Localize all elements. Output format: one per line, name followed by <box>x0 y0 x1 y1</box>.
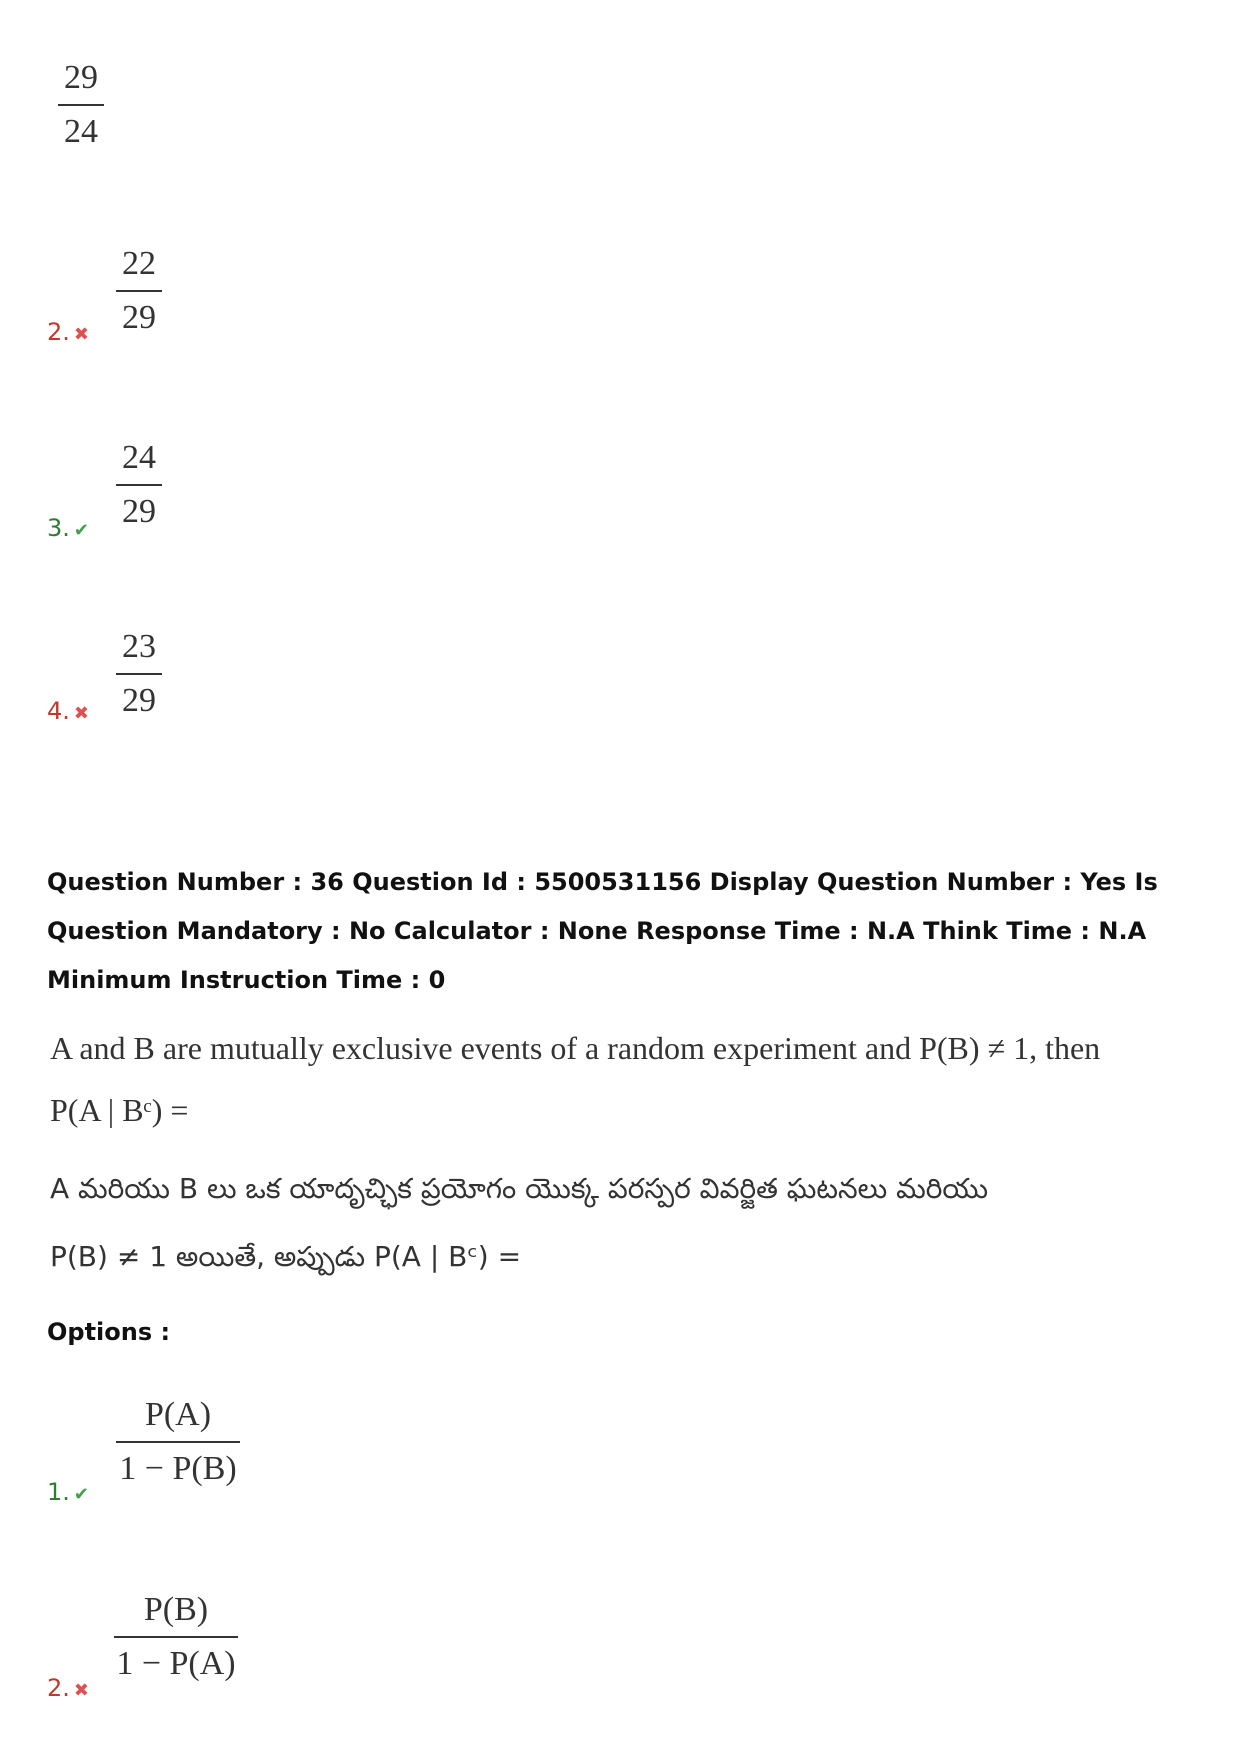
fraction-bar <box>116 1441 240 1443</box>
prev-option-4-fraction <box>116 627 162 721</box>
fraction-numerator: 23 <box>122 628 156 665</box>
question-meta: Question Number : 36 Question Id : 5500531156 Display Question Number : Yes Is Question Mandatory : No Calculator : None Response Time : N.A Think Time : N.A Minimum Instruction Time : 0 <box>47 868 1158 994</box>
fraction-numerator: 24 <box>122 439 156 476</box>
prev-option-2-label <box>47 318 89 346</box>
fraction-denominator: 1 − P(A) <box>116 1645 236 1682</box>
cross-icon: ✖ <box>73 1680 89 1701</box>
fraction-bar <box>116 484 162 486</box>
prev-option-3-fraction <box>116 438 162 532</box>
fraction-denominator: 24 <box>64 113 98 150</box>
prev-option-3-label <box>47 514 89 542</box>
prev-option-4-label <box>47 697 89 725</box>
option-2-label <box>47 1674 89 1702</box>
option-number: 4. <box>47 697 70 725</box>
cross-icon: ✖ <box>73 703 89 724</box>
check-icon: ✔ <box>73 1484 89 1505</box>
fraction-denominator: 29 <box>122 682 156 719</box>
fraction-numerator: P(A) <box>144 1396 212 1433</box>
option-number: 1. <box>47 1478 70 1506</box>
option-number: 2. <box>47 318 70 346</box>
question-telugu-line-1: A మరియు B లు ఒక యాదృచ్ఛిక ప్రయోగం యొక్క పరస్పర వివర్జిత ఘటనలు మరియు <box>50 1172 989 1205</box>
option-number: 2. <box>47 1674 70 1702</box>
fraction-denominator: 29 <box>122 299 156 336</box>
question-telugu-line-2: P(B) ≠ 1 అయితే, అప్పుడు P(A | Bᶜ) = <box>50 1240 522 1273</box>
option-number: 3. <box>47 514 70 542</box>
fraction-denominator: 1 − P(B) <box>119 1450 237 1487</box>
fraction-numerator: 22 <box>122 245 156 282</box>
prev-option-1-fraction <box>58 58 104 152</box>
fraction-bar <box>114 1636 238 1638</box>
options-label: Options : <box>47 1318 171 1346</box>
check-icon: ✔ <box>73 520 89 541</box>
option-2-fraction <box>114 1590 238 1684</box>
fraction-denominator: 29 <box>122 493 156 530</box>
question-english-line-1: A and B are mutually exclusive events of a random experiment and P(B) ≠ 1, then <box>50 1030 1101 1066</box>
option-1-label <box>47 1478 89 1506</box>
fraction-numerator: 29 <box>64 59 98 96</box>
fraction-numerator: P(B) <box>143 1591 209 1628</box>
fraction-bar <box>116 290 162 292</box>
cross-icon: ✖ <box>73 324 89 345</box>
fraction-bar <box>116 673 162 675</box>
fraction-bar <box>58 104 104 106</box>
prev-option-2-fraction <box>116 244 162 338</box>
option-1-fraction <box>116 1395 240 1489</box>
question-english-line-2: P(A | Bᶜ) = <box>50 1092 189 1128</box>
